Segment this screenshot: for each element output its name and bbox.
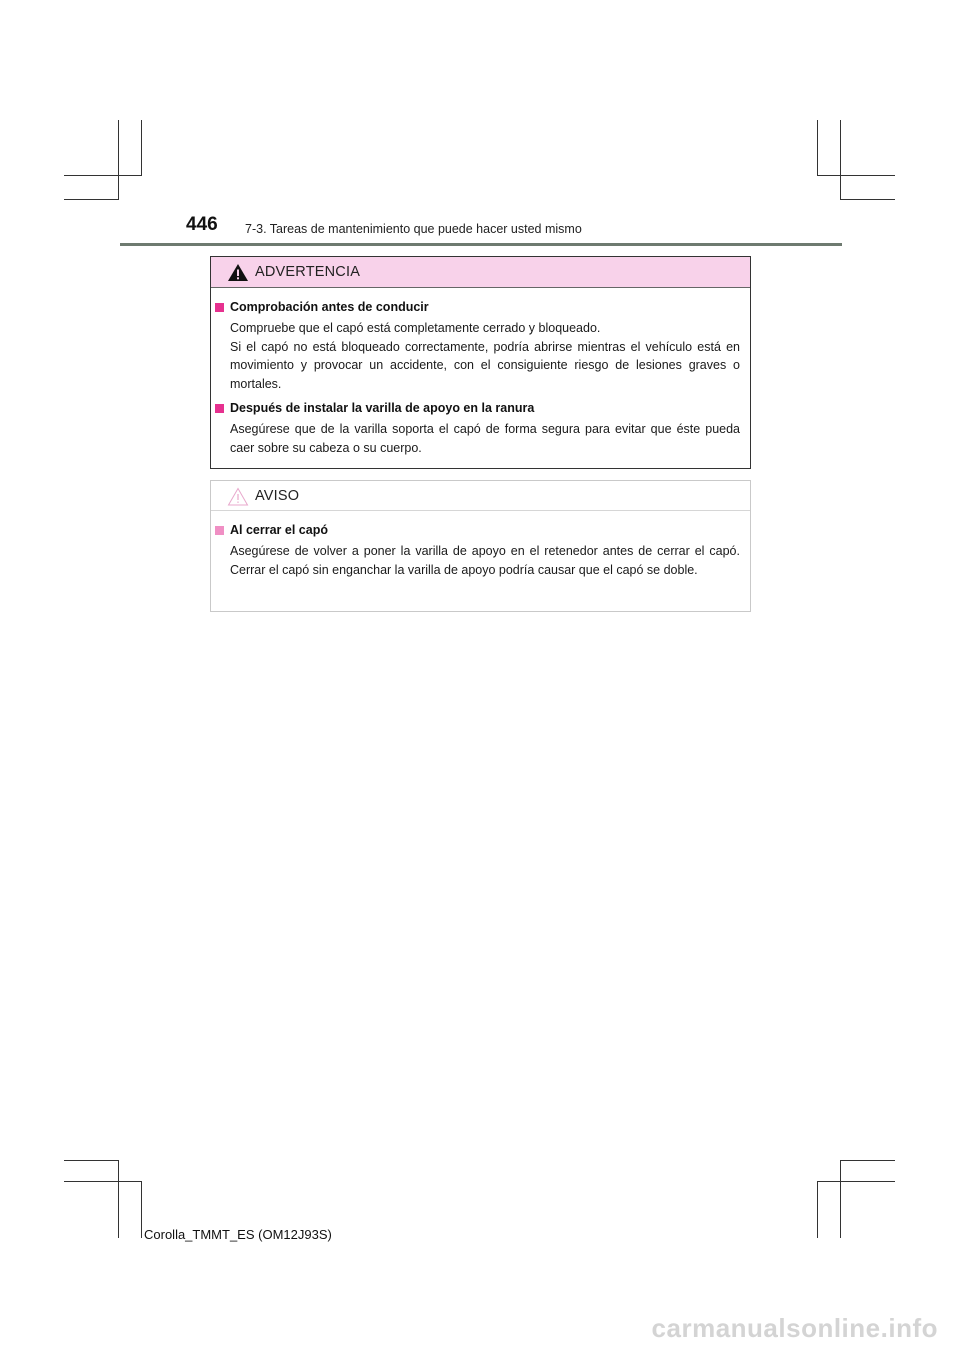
crop-mark xyxy=(840,199,895,200)
warning-triangle-outline-icon xyxy=(227,487,249,506)
crop-mark xyxy=(118,1160,119,1238)
crop-mark xyxy=(64,199,119,200)
crop-mark xyxy=(817,1181,818,1238)
warning-box-header xyxy=(211,257,750,288)
warning-triangle-filled-icon xyxy=(227,263,249,282)
warning-item-title-text: Después de instalar la varilla de apoyo en la ranura xyxy=(230,401,535,415)
notice-item-paragraph: Asegúrese de volver a poner la varilla de apoyo en el retenedor antes de cerrar el capó. Cerrar el capó sin enganchar la varilla de apoyo podría causar que el capó se doble. xyxy=(230,544,740,577)
warning-box-title: ADVERTENCIA xyxy=(255,264,361,280)
warning-item-paragraph: Si el capó no está bloqueado correctamente, podría abrirse mientras el vehículo está en movimiento y provocar un accidente, con el consiguiente riesgo de lesiones graves o mortales. xyxy=(230,339,740,391)
crop-mark xyxy=(817,175,895,176)
crop-mark xyxy=(118,120,119,200)
crop-mark xyxy=(817,1181,895,1182)
warning-item xyxy=(211,399,740,457)
notice-box-title: AVISO xyxy=(255,488,300,504)
notice-item-title-text: Al cerrar el capó xyxy=(230,523,328,537)
crop-mark xyxy=(817,120,818,175)
notice-box xyxy=(210,480,751,612)
header-rule xyxy=(120,243,842,246)
warning-item xyxy=(211,298,740,393)
section-title: 7-3. Tareas de mantenimiento que puede hacer usted mismo xyxy=(245,222,582,236)
document-code: Corolla_TMMT_ES (OM12J93S) xyxy=(144,1227,332,1242)
page-number: 446 xyxy=(186,214,218,235)
watermark: carmanualsonline.info xyxy=(651,1313,938,1343)
notice-box-body xyxy=(211,511,750,579)
bullet-square-icon xyxy=(215,526,224,535)
crop-mark xyxy=(840,1160,841,1238)
crop-mark xyxy=(141,1181,142,1238)
warning-box xyxy=(210,256,751,469)
bullet-square-icon xyxy=(215,404,224,413)
warning-item-title xyxy=(215,298,740,316)
crop-mark xyxy=(64,175,142,176)
crop-mark xyxy=(840,120,841,200)
warning-item-title-text: Comprobación antes de conducir xyxy=(230,300,429,314)
warning-item-title xyxy=(215,399,740,417)
crop-mark xyxy=(141,120,142,175)
crop-mark xyxy=(64,1160,119,1161)
crop-mark xyxy=(840,1160,895,1161)
bullet-square-icon xyxy=(215,303,224,312)
warning-item-paragraph: Compruebe que el capó está completamente cerrado y bloqueado. xyxy=(230,321,601,335)
notice-box-header xyxy=(211,481,750,511)
notice-item-title xyxy=(215,521,740,539)
warning-box-body xyxy=(211,288,750,457)
warning-item-paragraph: Asegúrese que de la varilla soporta el capó de forma segura para evitar que éste pueda caer sobre su cabeza o su cuerpo. xyxy=(230,422,740,455)
notice-item xyxy=(211,521,740,579)
crop-mark xyxy=(64,1181,142,1182)
